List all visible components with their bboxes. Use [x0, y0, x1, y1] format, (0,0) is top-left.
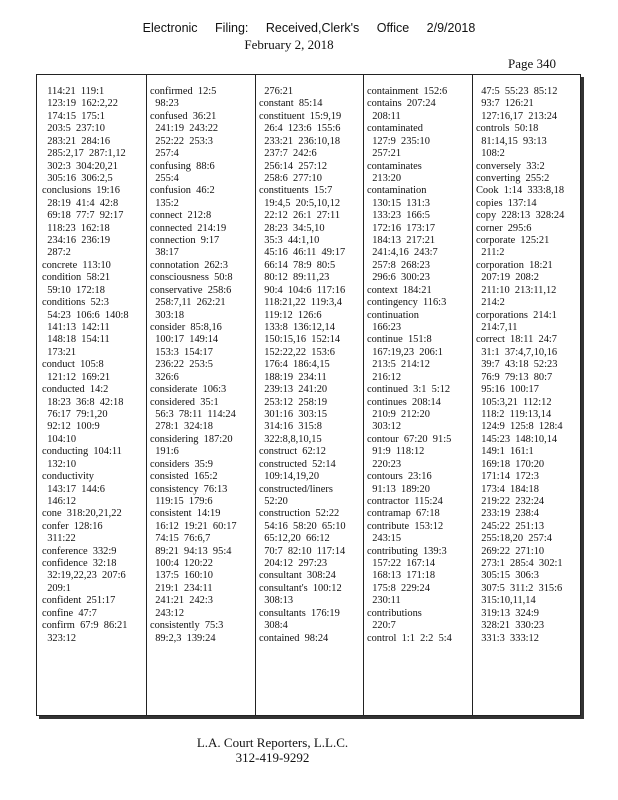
- index-line: 207:19 208:2: [476, 272, 539, 284]
- header-office: Office: [376, 21, 410, 35]
- index-line: 89:2,3 139:24: [150, 632, 216, 644]
- index-line: 230:11: [367, 595, 401, 607]
- index-line: 188:19 234:11: [259, 371, 327, 383]
- index-line: consistency 76:13: [150, 483, 228, 495]
- index-line: considered 35:1: [150, 396, 219, 408]
- index-line: 148:18 154:11: [42, 334, 110, 346]
- index-line: 28:19 41:4 42:8: [42, 197, 119, 209]
- index-line: 219:22 232:24: [476, 495, 545, 507]
- index-line: confine 47:7: [42, 607, 97, 619]
- index-line: 66:14 78:9 80:5: [259, 259, 336, 271]
- index-line: confusing 88:6: [150, 160, 215, 172]
- index-line: 80:12 89:11,23: [259, 272, 330, 284]
- index-line: 168:13 171:18: [367, 570, 436, 582]
- index-line: corporations 214:1: [476, 309, 557, 321]
- index-line: consistent 14:19: [150, 508, 221, 520]
- index-line: 146:12: [42, 495, 77, 507]
- index-line: 269:22 271:10: [476, 545, 545, 557]
- index-line: consistently 75:3: [150, 620, 224, 632]
- index-line: 191:6: [150, 446, 179, 458]
- filing-header: [0, 21, 618, 35]
- index-line: 328:21 330:23: [476, 620, 545, 632]
- index-line: 56:3 78:11 114:24: [150, 408, 236, 420]
- index-line: contours 23:16: [367, 471, 432, 483]
- index-line: connotation 262:3: [150, 259, 228, 271]
- index-line: constituent 15:9,19: [259, 110, 342, 122]
- index-line: constant 85:14: [259, 98, 323, 110]
- index-line: 302:3 304:20,21: [42, 160, 118, 172]
- index-line: 18:23 36:8 42:18: [42, 396, 124, 408]
- index-line: confidence 32:18: [42, 558, 117, 570]
- index-line: 118:2 119:13,14: [476, 408, 552, 420]
- index-line: 308:4: [259, 620, 288, 632]
- index-line: conditions 52:3: [42, 297, 109, 309]
- index-line: continued 3:1 5:12: [367, 384, 451, 396]
- index-line: 287:2: [42, 247, 71, 259]
- index-line: 45:16 46:11 49:17: [259, 247, 346, 259]
- index-line: 132:10: [42, 458, 77, 470]
- index-line: 81:14,15 93:13: [476, 135, 547, 147]
- index-line: 47:5 55:23 85:12: [476, 86, 558, 97]
- index-line: 314:16 315:8: [259, 421, 322, 433]
- index-line: 74:15 76:6,7: [150, 533, 211, 545]
- index-line: 243:12: [150, 607, 185, 619]
- index-line: 257:8 268:23: [367, 259, 430, 271]
- index-line: cone 318:20,21,22: [42, 508, 122, 520]
- index-line: 211:10 213:11,12: [476, 284, 557, 296]
- index-line: 100:17 149:14: [150, 334, 219, 346]
- index-line: 152:22,22 153:6: [259, 346, 335, 358]
- index-line: concrete 113:10: [42, 259, 111, 271]
- index-line: 118:23 162:18: [42, 222, 110, 234]
- index-line: copy 228:13 328:24: [476, 210, 565, 222]
- index-line: 241:21 242:3: [150, 595, 213, 607]
- column-divider: [363, 75, 364, 715]
- index-line: constituents 15:7: [259, 185, 333, 197]
- index-line: 301:16 303:15: [259, 408, 328, 420]
- index-line: 234:16 236:19: [42, 235, 111, 247]
- index-line: connection 9:17: [150, 235, 220, 247]
- index-line: 95:16 100:17: [476, 384, 539, 396]
- index-line: 90:4 104:6 117:16: [259, 284, 346, 296]
- index-line: 100:4 120:22: [150, 558, 213, 570]
- index-line: converting 255:2: [476, 172, 550, 184]
- index-line: 135:2: [150, 197, 179, 209]
- index-line: conservative 258:6: [150, 284, 232, 296]
- index-line: control 1:1 2:2 5:4: [367, 632, 452, 644]
- index-line: 176:4 186:4,15: [259, 359, 330, 371]
- index-column-1: [42, 86, 146, 645]
- index-line: 127:9 235:10: [367, 135, 430, 147]
- index-line: 233:19 238:4: [476, 508, 539, 520]
- index-column-2: [150, 86, 254, 645]
- index-line: 52:20: [259, 495, 288, 507]
- index-line: contributions: [367, 607, 422, 619]
- index-line: considerate 106:3: [150, 384, 227, 396]
- index-line: 258:7,11 262:21: [150, 297, 226, 309]
- index-line: 243:15: [367, 533, 402, 545]
- index-line: construction 52:22: [259, 508, 340, 520]
- index-line: 319:13 324:9: [476, 607, 539, 619]
- index-line: 137:5 160:10: [150, 570, 213, 582]
- index-line: connected 214:19: [150, 222, 227, 234]
- index-line: 303:18: [150, 309, 185, 321]
- index-line: 31:1 37:4,7,10,16: [476, 346, 558, 358]
- index-line: corner 295:6: [476, 222, 532, 234]
- index-line: correct 18:11 24:7: [476, 334, 557, 346]
- index-line: 237:7 242:6: [259, 148, 317, 160]
- index-line: 303:12: [367, 421, 402, 433]
- index-line: confident 251:17: [42, 595, 116, 607]
- index-line: 257:4: [150, 148, 179, 160]
- index-line: 253:12 258:19: [259, 396, 328, 408]
- index-line: 133:8 136:12,14: [259, 322, 335, 334]
- index-line: 210:9 212:20: [367, 408, 430, 420]
- index-line: 307:5 311:2 315:6: [476, 582, 563, 594]
- index-line: contour 67:20 91:5: [367, 433, 452, 445]
- index-line: 54:23 106:6 140:8: [42, 309, 129, 321]
- index-line: 331:3 333:12: [476, 632, 539, 644]
- index-line: 211:2: [476, 247, 505, 259]
- index-line: 214:7,11: [476, 322, 518, 334]
- index-line: confer 128:16: [42, 520, 103, 532]
- column-divider: [472, 75, 473, 715]
- index-line: 285:2,17 287:1,12: [42, 148, 126, 160]
- index-line: 69:18 77:7 92:17: [42, 210, 124, 222]
- index-line: 174:15 175:1: [42, 110, 105, 122]
- index-line: 255:18,20 257:4: [476, 533, 552, 545]
- index-line: 104:10: [42, 433, 77, 445]
- index-line: 92:12 100:9: [42, 421, 100, 433]
- column-divider: [255, 75, 256, 715]
- index-line: 241:4,16 243:7: [367, 247, 438, 259]
- index-line: 98:23: [150, 98, 179, 110]
- index-line: 209:1: [42, 582, 71, 594]
- index-line: 76:17 79:1,20: [42, 408, 108, 420]
- index-line: 39:7 43:18 52:23: [476, 359, 558, 371]
- index-line: 167:19,23 206:1: [367, 346, 443, 358]
- index-line: contingency 116:3: [367, 297, 447, 309]
- index-line: contaminated: [367, 123, 423, 135]
- index-line: context 184:21: [367, 284, 432, 296]
- index-line: contaminates: [367, 160, 422, 172]
- index-line: consultants 176:19: [259, 607, 340, 619]
- index-line: 16:12 19:21 60:17: [150, 520, 237, 532]
- index-line: 214:2: [476, 297, 505, 309]
- index-line: 150:15,16 152:14: [259, 334, 341, 346]
- index-line: contamination: [367, 185, 427, 197]
- index-line: 166:23: [367, 322, 402, 334]
- index-line: 219:1 234:11: [150, 582, 213, 594]
- index-line: confirmed 12:5: [150, 86, 217, 97]
- index-line: 220:23: [367, 458, 402, 470]
- index-line: conducted 14:2: [42, 384, 109, 396]
- index-line: 255:4: [150, 172, 179, 184]
- index-line: 127:16,17 213:24: [476, 110, 558, 122]
- index-line: 153:3 154:17: [150, 346, 213, 358]
- index-line: 326:6: [150, 371, 179, 383]
- index-line: 19:4,5 20:5,10,12: [259, 197, 341, 209]
- index-line: 130:15 131:3: [367, 197, 430, 209]
- index-line: 91:9 118:12: [367, 446, 425, 458]
- index-line: contains 207:24: [367, 98, 436, 110]
- index-line: conversely 33:2: [476, 160, 545, 172]
- index-line: copies 137:14: [476, 197, 537, 209]
- index-line: 283:21 284:16: [42, 135, 111, 147]
- index-line: 35:3 44:1,10: [259, 235, 320, 247]
- index-line: 123:19 162:2,22: [42, 98, 118, 110]
- index-line: 108:2: [476, 148, 505, 160]
- index-line: connect 212:8: [150, 210, 212, 222]
- index-line: considers 35:9: [150, 458, 213, 470]
- page-number: Page 340: [507, 56, 556, 71]
- index-line: 241:19 243:22: [150, 123, 219, 135]
- index-column-5: [476, 86, 580, 645]
- index-line: 105:3,21 112:12: [476, 396, 552, 408]
- index-line: 220:7: [367, 620, 396, 632]
- index-line: 143:17 144:6: [42, 483, 105, 495]
- index-line: 322:8,8,10,15: [259, 433, 322, 445]
- index-line: 213:20: [367, 172, 402, 184]
- index-line: 278:1 324:18: [150, 421, 213, 433]
- index-line: confirm 67:9 86:21: [42, 620, 128, 632]
- index-line: consultant's 100:12: [259, 582, 342, 594]
- index-line: 22:12 26:1 27:11: [259, 210, 341, 222]
- index-line: 184:13 217:21: [367, 235, 436, 247]
- index-line: 119:15 179:6: [150, 495, 213, 507]
- index-line: consciousness 50:8: [150, 272, 233, 284]
- index-line: 119:12 126:6: [259, 309, 322, 321]
- index-line: 109:14,19,20: [259, 471, 320, 483]
- index-line: 91:13 189:20: [367, 483, 430, 495]
- header-filing: Filing:: [215, 21, 249, 35]
- index-line: 256:14 257:12: [259, 160, 328, 172]
- index-line: 145:23 148:10,14: [476, 433, 558, 445]
- index-line: 118:21,22 119:3,4: [259, 297, 342, 309]
- index-line: constructed 52:14: [259, 458, 336, 470]
- index-line: 213:5 214:12: [367, 359, 430, 371]
- index-line: 273:1 285:4 302:1: [476, 558, 563, 570]
- index-line: 149:1 161:1: [476, 446, 534, 458]
- index-column-3: [259, 86, 363, 645]
- index-line: continues 208:14: [367, 396, 441, 408]
- index-line: continuation: [367, 309, 419, 321]
- index-line: contributing 139:3: [367, 545, 447, 557]
- index-box: [36, 74, 581, 716]
- index-line: 172:16 173:17: [367, 222, 436, 234]
- index-line: 258:6 277:10: [259, 172, 322, 184]
- index-line: 114:21 119:1: [42, 86, 105, 97]
- index-line: construct 62:12: [259, 446, 326, 458]
- index-line: 28:23 34:5,10: [259, 222, 325, 234]
- index-line: 315:10,11,14: [476, 595, 536, 607]
- index-line: 26:4 123:6 155:6: [259, 123, 341, 135]
- index-line: 175:8 229:24: [367, 582, 430, 594]
- header-filed-date: 2/9/2018: [426, 21, 476, 35]
- index-line: 276:21: [259, 86, 294, 97]
- footer-company: L.A. Court Reporters, L.L.C.: [196, 735, 349, 750]
- header-received: Received,Clerk's: [265, 21, 360, 35]
- index-line: contractor 115:24: [367, 495, 443, 507]
- index-line: corporation 18:21: [476, 259, 553, 271]
- footer-phone: 312-419-9292: [235, 750, 310, 765]
- index-line: consider 85:8,16: [150, 322, 222, 334]
- index-line: 296:6 300:23: [367, 272, 430, 284]
- index-line: considering 187:20: [150, 433, 233, 445]
- index-line: 93:7 126:21: [476, 98, 534, 110]
- index-line: confusion 46:2: [150, 185, 215, 197]
- index-line: conduct 105:8: [42, 359, 104, 371]
- index-line: 203:5 237:10: [42, 123, 105, 135]
- index-line: 65:12,20 66:12: [259, 533, 330, 545]
- index-line: contained 98:24: [259, 632, 329, 644]
- index-line: 216:12: [367, 371, 402, 383]
- index-line: 173:4 184:18: [476, 483, 539, 495]
- index-column-4: [367, 86, 471, 645]
- index-line: 208:11: [367, 110, 401, 122]
- index-line: 32:19,22,23 207:6: [42, 570, 126, 582]
- index-line: 252:22 253:3: [150, 135, 213, 147]
- column-divider: [146, 75, 147, 715]
- transcript-date: February 2, 2018: [244, 37, 334, 52]
- index-line: constructed/liners: [259, 483, 333, 495]
- index-line: 38:17: [150, 247, 179, 259]
- index-line: confused 36:21: [150, 110, 217, 122]
- index-line: 236:22 253:5: [150, 359, 213, 371]
- index-line: 54:16 58:20 65:10: [259, 520, 346, 532]
- index-line: 76:9 79:13 80:7: [476, 371, 553, 383]
- index-line: 157:22 167:14: [367, 558, 436, 570]
- index-line: 245:22 251:13: [476, 520, 545, 532]
- header-electronic: Electronic: [142, 21, 198, 35]
- index-line: 233:21 236:10,18: [259, 135, 341, 147]
- index-line: Cook 1:14 333:8,18: [476, 185, 565, 197]
- index-line: 257:21: [367, 148, 402, 160]
- index-line: corporate 125:21: [476, 235, 550, 247]
- index-line: 171:14 172:3: [476, 471, 539, 483]
- index-line: 169:18 170:20: [476, 458, 545, 470]
- index-line: 239:13 241:20: [259, 384, 328, 396]
- index-line: 308:13: [259, 595, 294, 607]
- index-line: 133:23 166:5: [367, 210, 430, 222]
- index-line: conducting 104:11: [42, 446, 122, 458]
- index-line: controls 50:18: [476, 123, 539, 135]
- index-line: 121:12 169:21: [42, 371, 111, 383]
- index-line: 311:22: [42, 533, 76, 545]
- index-line: 141:13 142:11: [42, 322, 110, 334]
- index-line: contribute 153:12: [367, 520, 444, 532]
- index-line: 124:9 125:8 128:4: [476, 421, 563, 433]
- index-line: 89:21 94:13 95:4: [150, 545, 232, 557]
- index-line: condition 58:21: [42, 272, 111, 284]
- index-line: 204:12 297:23: [259, 558, 328, 570]
- index-line: continue 151:8: [367, 334, 432, 346]
- index-line: 70:7 82:10 117:14: [259, 545, 346, 557]
- index-line: 305:16 306:2,5: [42, 172, 113, 184]
- index-line: containment 152:6: [367, 86, 448, 97]
- index-line: conference 332:9: [42, 545, 117, 557]
- index-line: 173:21: [42, 346, 77, 358]
- index-line: consisted 165:2: [150, 471, 218, 483]
- index-line: 323:12: [42, 632, 77, 644]
- index-line: 59:10 172:18: [42, 284, 105, 296]
- index-line: contramap 67:18: [367, 508, 440, 520]
- index-line: 305:15 306:3: [476, 570, 539, 582]
- index-line: conductivity: [42, 471, 94, 483]
- index-line: conclusions 19:16: [42, 185, 120, 197]
- index-line: consultant 308:24: [259, 570, 336, 582]
